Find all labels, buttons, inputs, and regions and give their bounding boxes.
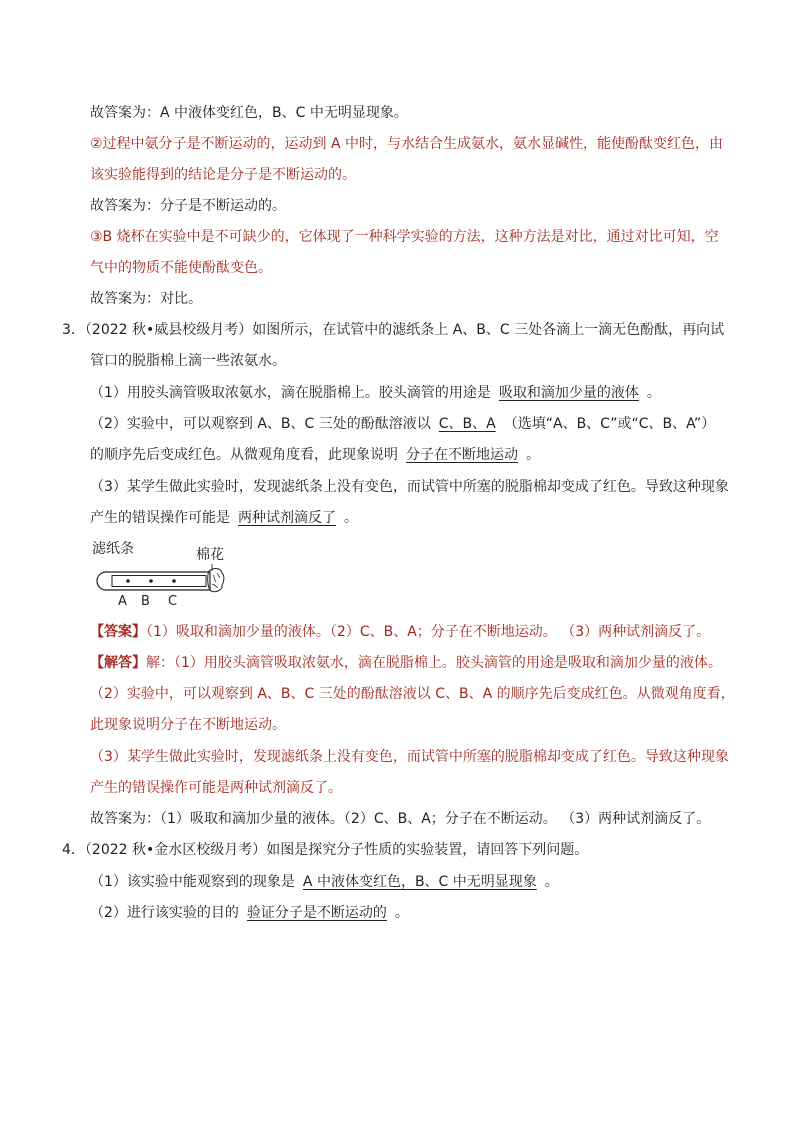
question-3-part-2 (90, 414, 715, 434)
solution-line: 此现象说明分子在不断地运动。 (90, 717, 286, 733)
part-text: 。 (344, 510, 358, 526)
analysis-line: 气中的物质不能使酚酞变色。 (90, 260, 272, 276)
analysis-line: ②过程中氨分子是不断运动的，运动到 A 中时，与水结合生成氨水，氨水显碱性，能使酚酞变红色，由 (90, 136, 724, 152)
solution-line: （3）某学生做此实验时，发现滤纸条上没有变色，而试管中所塞的脱脂棉却变成了红色。导致这种现象 (90, 749, 729, 765)
part-text: 。 (646, 385, 661, 401)
part-text: （2）进行该实验的目的 (90, 905, 239, 921)
question-3-part-1 (90, 383, 661, 403)
answer-line: 故答案为：分子是不断运动的。 (90, 198, 286, 214)
analysis-line: 该实验能得到的结论是分子是不断运动的。 (90, 167, 356, 183)
answer-line: 故答案为：对比。 (90, 291, 202, 307)
cotton-label: 棉花 (196, 547, 224, 563)
question-number: 4． (62, 842, 85, 858)
analysis-line: ③B 烧杯在实验中是不可缺少的，它体现了一种科学实验的方法，这种方法是对比，通过对比可知，空 (90, 229, 719, 245)
part-text: 的顺序先后变成红色。从微观角度看，此现象说明 (90, 447, 398, 463)
fill-in-answer: 两种试剂滴反了 (238, 510, 336, 526)
point-a-label: A (118, 594, 127, 609)
fill-in-answer: A 中液体变红色，B、C 中无明显现象 (302, 874, 537, 890)
fill-in-answer: 验证分子是不断运动的 (246, 905, 387, 921)
point-a-dot (126, 579, 130, 583)
final-answer-line: 故答案为：（1）吸取和滴加少量的液体。（2）C、B、A；分子在不断运动。 （3）两种试剂滴反了。 (90, 811, 711, 827)
answer-text: （1）吸取和滴加少量的液体。（2）C、B、A；分子在不断地运动。 （3）两种试剂滴反了。 (146, 624, 711, 640)
question-3-part-2b (90, 445, 540, 465)
question-4-stem (62, 840, 588, 860)
solution-tag: 【解答】 (90, 655, 146, 671)
question-3-stem (62, 320, 724, 340)
part-text: 产生的错误操作可能是 (90, 510, 230, 526)
answer-tag: 【答案】 (90, 624, 146, 640)
point-c-dot (172, 579, 176, 583)
point-b-label: B (141, 594, 150, 609)
question-stem-text: （2022 秋•威县校级月考）如图所示，在试管中的滤纸条上 A、B、C 三处各滴上一滴无色酚酞，再向试 (84, 322, 725, 338)
part-text: （1）该实验中能观察到的现象是 (90, 874, 295, 890)
question-4-part-1 (90, 872, 559, 892)
part-text: （2）实验中，可以观察到 A、B、C 三处的酚酞溶液以 (90, 416, 431, 432)
solution-text: 解：（1）用胶头滴管吸取浓氨水，滴在脱脂棉上。胶头滴管的用途是吸取和滴加少量的液体。 (146, 655, 722, 671)
point-b-dot (149, 579, 153, 583)
question-3-part-3: （3）某学生做此实验时，发现滤纸条上没有变色，而试管中所塞的脱脂棉却变成了红色。导致这种现象 (90, 479, 729, 495)
answer-section (90, 622, 710, 642)
point-c-label: C (168, 594, 178, 609)
part-text: 。 (544, 874, 559, 890)
test-tube-outline (97, 572, 210, 590)
filter-paper-label: 滤纸条 (92, 541, 134, 557)
solution-section (90, 653, 722, 673)
solution-line: （2）实验中，可以观察到 A、B、C 三处的酚酞溶液以 C、B、A 的顺序先后变成红色。从微观角度看， (90, 686, 735, 702)
question-stem-text: 管口的脱脂棉上滴一些浓氨水。 (90, 353, 286, 369)
fill-in-answer: 吸取和滴加少量的液体 (498, 385, 639, 401)
part-text: 。 (394, 905, 409, 921)
solution-line: 产生的错误操作可能是两种试剂滴反了。 (90, 780, 342, 796)
question-number: 3． (62, 322, 85, 338)
question-stem-text: （2022 秋•金水区校级月考）如图是探究分子性质的实验装置，请回答下列问题。 (84, 842, 589, 858)
part-text: （1）用胶头滴管吸取浓氨水，滴在脱脂棉上。胶头滴管的用途是 (90, 385, 491, 401)
fill-in-answer: C、B、A (438, 416, 496, 432)
answer-line: 故答案为：A 中液体变红色，B、C 中无明显现象。 (90, 105, 408, 121)
question-4-part-2 (90, 903, 409, 923)
part-text: 。 (526, 447, 540, 463)
part-text: （选填“A、B、C”或“C、B、A”） (503, 416, 716, 432)
filter-paper-strip (112, 576, 206, 587)
question-3-part-3b (90, 508, 358, 528)
fill-in-answer: 分子在不断地运动 (406, 447, 518, 463)
test-tube-figure (88, 540, 238, 612)
